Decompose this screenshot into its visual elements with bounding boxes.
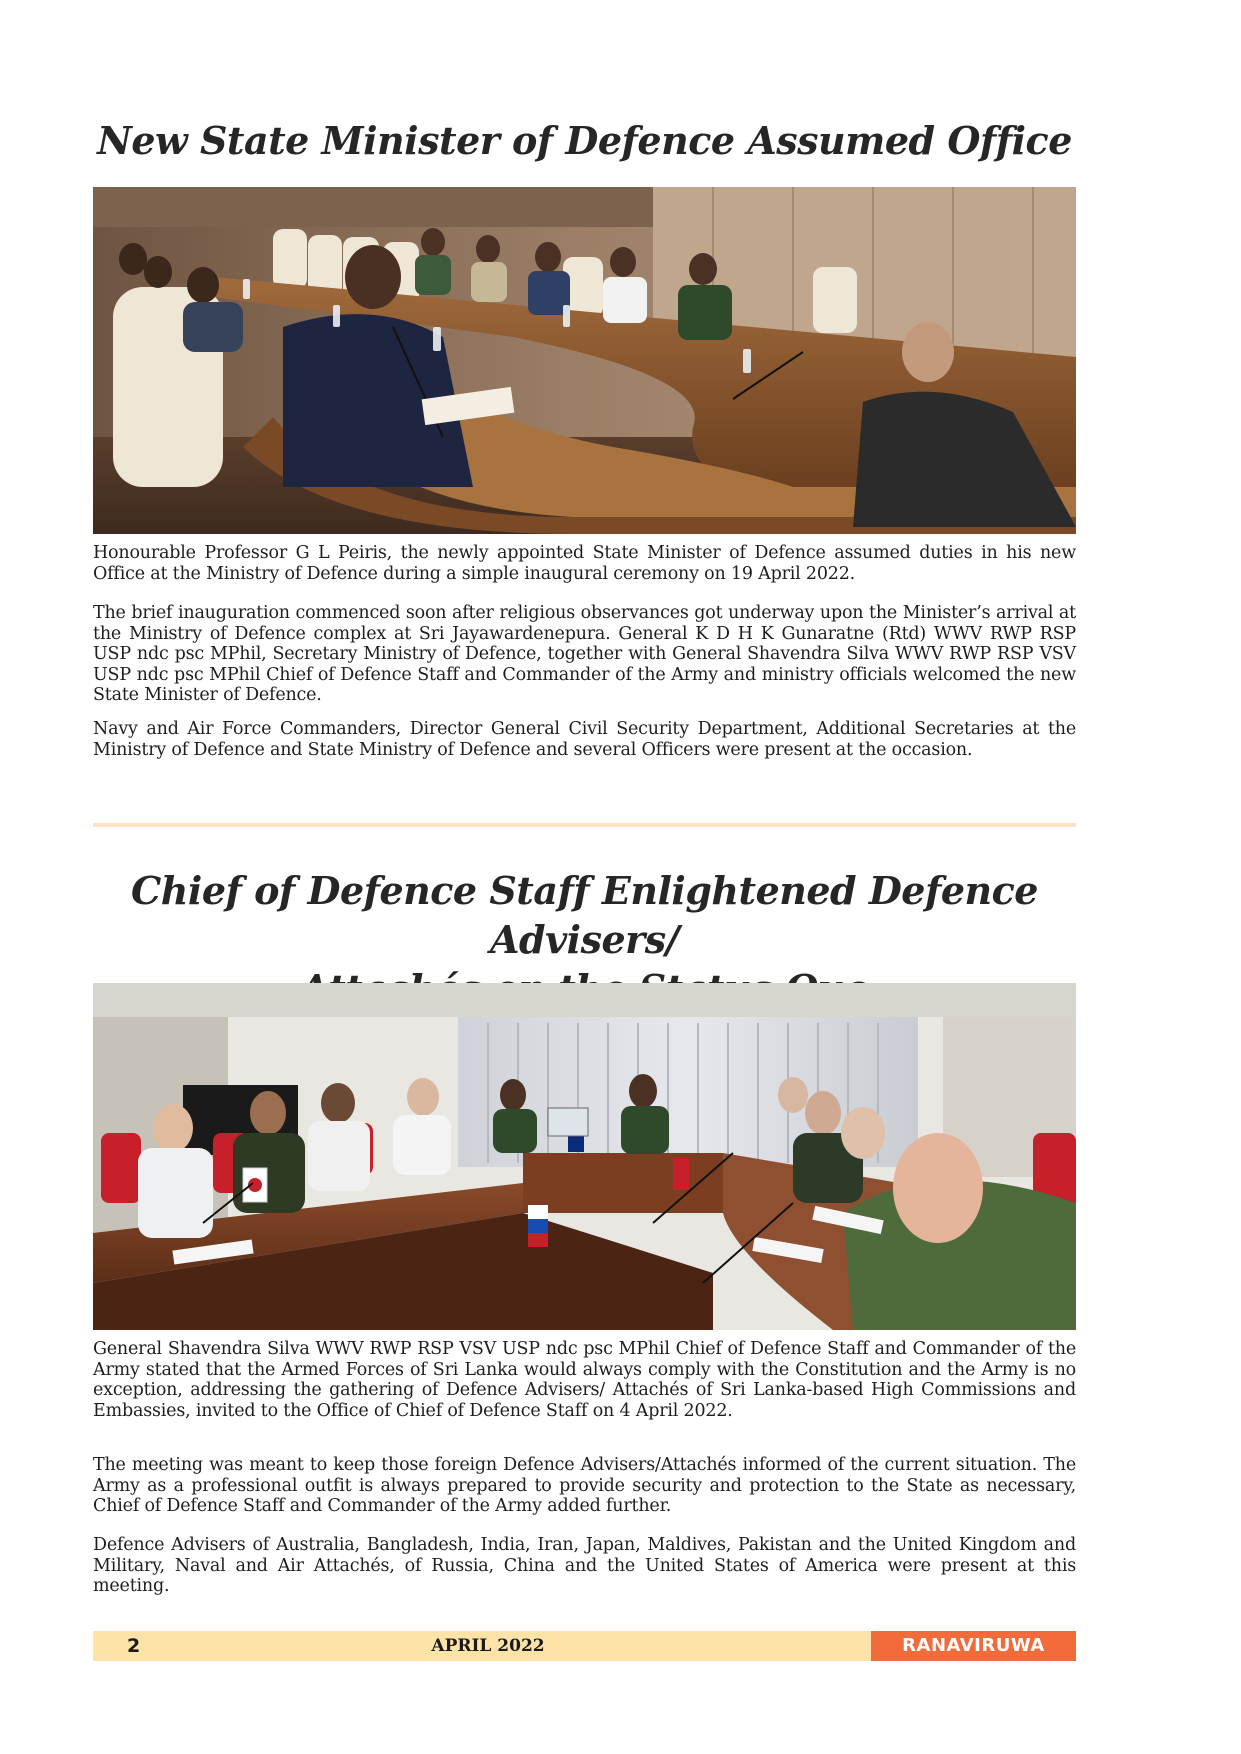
article2-paragraph-3: Defence Advisers of Australia, Bangladesh, India, Iran, Japan, Maldives, Pakistan and the United Kingdom and Military, Naval and Air Attachés, of Russia, China and the United States of America were present at this meeting. [93, 1535, 1076, 1596]
article2-title-line-1: Chief of Defence Staff Enlightened Defence Advisers/ [131, 868, 1038, 962]
article1-paragraph-1: Honourable Professor G L Peiris, the newly appointed State Minister of Defence assumed duties in his new Office at the Ministry of Defence during a simple inaugural ceremony on 19 April 2022. [93, 543, 1076, 584]
article1-paragraph-2: The brief inauguration commenced soon after religious observances got underway upon the Minister’s arrival at the Ministry of Defence complex at Sri Jayawardenepura. General K D H K Gunaratne (Rtd) WWV RWP RSP USP ndc psc MPhil, Secretary Ministry of Defence, together with General Shavendra Silva WWV RWP RSP VSV USP ndc psc MPhil Chief of Defence Staff and Commander of the Army and ministry officials welcomed the new State Minister of Defence. [93, 603, 1076, 705]
article1-title: New State Minister of Defence Assumed Office [97, 118, 1072, 163]
article2-paragraph-2: The meeting was meant to keep those foreign Defence Advisers/Attachés informed of the current situation. The Army as a professional outfit is always prepared to provide security and protection to the State as necessary, Chief of Defence Staff and Commander of the Army added further. [93, 1455, 1076, 1516]
issue-date: APRIL 2022 [431, 1636, 545, 1656]
article1-paragraph-3: Navy and Air Force Commanders, Director General Civil Security Department, Additional Secretaries at the Ministry of Defence and State Ministry of Defence and several Officers were present at the occasion. [93, 719, 1076, 760]
article1-photo-minister-meeting [93, 187, 1076, 534]
article2-paragraph-1: General Shavendra Silva WWV RWP RSP VSV USP ndc psc MPhil Chief of Defence Staff and Commander of the Army stated that the Armed Forces of Sri Lanka would always comply with the Constitution and the Army is no exception, addressing the gathering of Defence Advisers/ Attachés of Sri Lanka-based High Commissions and Embassies, invited to the Office of Chief of Defence Staff on 4 April 2022. [93, 1339, 1076, 1421]
page-footer [93, 1631, 1076, 1661]
section-divider [93, 823, 1076, 827]
page-number: 2 [127, 1635, 141, 1657]
publication-name: RANAVIRUWA [871, 1631, 1076, 1661]
article2-photo-advisers-meeting [93, 983, 1076, 1330]
